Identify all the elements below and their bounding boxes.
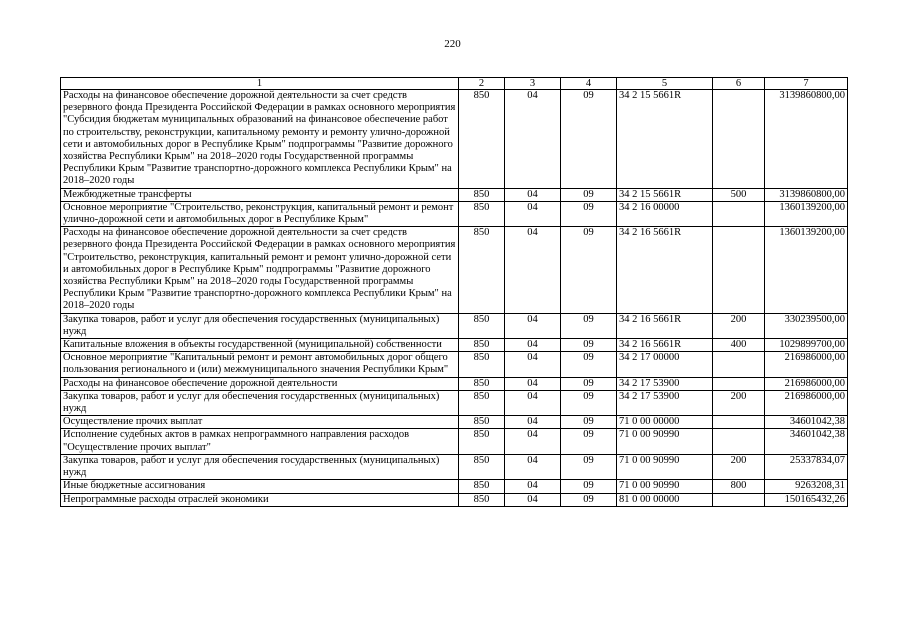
row-ministry-code: 850	[459, 377, 505, 390]
row-subsection-code: 09	[561, 377, 617, 390]
row-target-article: 71 0 00 90990	[617, 454, 713, 479]
row-target-article: 71 0 00 90990	[617, 480, 713, 493]
table-row	[61, 377, 848, 390]
row-name: Непрограммные расходы отраслей экономики	[61, 493, 459, 506]
row-ministry-code: 850	[459, 201, 505, 226]
row-name: Расходы на финансовое обеспечение дорожной деятельности за счет средств резервного фонда Президента Российской Федерации в рамках основного мероприятия "Строительство, реконструкция, капитальный ремонт и ремонт улично-дорожной сети и автомобильных дорог в Республике Крым" подпрограммы "Развитие дорожного хозяйства Республики Крым" на 2018–2020 годы Государственной программы Республики Крым "Развитие транспортно-дорожного комплекса Республики Крым" на 2018–2020 годы	[61, 227, 459, 313]
row-ministry-code: 850	[459, 416, 505, 429]
row-section-code: 04	[505, 454, 561, 479]
table-row	[61, 429, 848, 454]
row-name: Расходы на финансовое обеспечение дорожной деятельности за счет средств резервного фонда Президента Российской Федерации в рамках основного мероприятия "Субсидия бюджетам муниципальных образований на финансовое обеспечение работ по строительству, реконструкции, капитальному ремонту и ремонту улично-дорожной сети и автомобильных дорог в Республике Крым" подпрограммы "Развитие дорожного хозяйства Республики Крым" на 2018–2020 годы Государственной программы Республики Крым "Развитие транспортно-дорожного комплекса Республики Крым" на 2018–2020 годы	[61, 90, 459, 189]
table-row	[61, 454, 848, 479]
row-ministry-code: 850	[459, 390, 505, 415]
row-section-code: 04	[505, 480, 561, 493]
row-ministry-code: 850	[459, 188, 505, 201]
row-expense-type	[713, 377, 765, 390]
row-subsection-code: 09	[561, 480, 617, 493]
row-expense-type	[713, 416, 765, 429]
row-section-code: 04	[505, 188, 561, 201]
column-header-2: 2	[459, 78, 505, 90]
row-amount: 330239500,00	[765, 313, 848, 338]
page-number: 220	[444, 38, 461, 50]
row-name: Межбюджетные трансферты	[61, 188, 459, 201]
row-ministry-code: 850	[459, 339, 505, 352]
row-expense-type: 400	[713, 339, 765, 352]
row-expense-type	[713, 429, 765, 454]
row-target-article: 34 2 15 5661R	[617, 188, 713, 201]
row-subsection-code: 09	[561, 313, 617, 338]
row-name: Закупка товаров, работ и услуг для обеспечения государственных (муниципальных) нужд	[61, 390, 459, 415]
row-subsection-code: 09	[561, 90, 617, 189]
table-row	[61, 416, 848, 429]
column-header-3: 3	[505, 78, 561, 90]
row-ministry-code: 850	[459, 454, 505, 479]
table-row	[61, 227, 848, 313]
budget-table	[60, 77, 848, 507]
table-row	[61, 390, 848, 415]
row-section-code: 04	[505, 313, 561, 338]
row-name: Расходы на финансовое обеспечение дорожной деятельности	[61, 377, 459, 390]
row-expense-type: 200	[713, 390, 765, 415]
row-section-code: 04	[505, 493, 561, 506]
row-ministry-code: 850	[459, 429, 505, 454]
row-expense-type: 200	[713, 313, 765, 338]
row-name: Закупка товаров, работ и услуг для обеспечения государственных (муниципальных) нужд	[61, 313, 459, 338]
row-ministry-code: 850	[459, 313, 505, 338]
row-amount: 3139860800,00	[765, 90, 848, 189]
row-subsection-code: 09	[561, 188, 617, 201]
row-name: Закупка товаров, работ и услуг для обеспечения государственных (муниципальных) нужд	[61, 454, 459, 479]
column-header-4: 4	[561, 78, 617, 90]
row-expense-type	[713, 201, 765, 226]
table-row	[61, 352, 848, 377]
row-subsection-code: 09	[561, 201, 617, 226]
row-expense-type	[713, 493, 765, 506]
row-subsection-code: 09	[561, 339, 617, 352]
column-header-7: 7	[765, 78, 848, 90]
table-row	[61, 201, 848, 226]
row-target-article: 34 2 16 00000	[617, 201, 713, 226]
row-amount: 9263208,31	[765, 480, 848, 493]
column-header-6: 6	[713, 78, 765, 90]
row-expense-type: 800	[713, 480, 765, 493]
row-name: Основное мероприятие "Строительство, реконструкция, капитальный ремонт и ремонт улично-дорожной сети и автомобильных дорог в Республике Крым"	[61, 201, 459, 226]
row-amount: 34601042,38	[765, 429, 848, 454]
table-row	[61, 480, 848, 493]
row-ministry-code: 850	[459, 493, 505, 506]
row-subsection-code: 09	[561, 454, 617, 479]
row-target-article: 81 0 00 00000	[617, 493, 713, 506]
row-target-article: 34 2 16 5661R	[617, 339, 713, 352]
row-expense-type: 200	[713, 454, 765, 479]
table-row	[61, 493, 848, 506]
row-name: Осуществление прочих выплат	[61, 416, 459, 429]
row-section-code: 04	[505, 201, 561, 226]
row-target-article: 34 2 17 00000	[617, 352, 713, 377]
table-row	[61, 188, 848, 201]
row-expense-type: 500	[713, 188, 765, 201]
row-section-code: 04	[505, 390, 561, 415]
table-row	[61, 339, 848, 352]
row-amount: 1360139200,00	[765, 201, 848, 226]
row-target-article: 34 2 17 53900	[617, 390, 713, 415]
row-target-article: 34 2 17 53900	[617, 377, 713, 390]
row-subsection-code: 09	[561, 493, 617, 506]
row-name: Иные бюджетные ассигнования	[61, 480, 459, 493]
row-amount: 216986000,00	[765, 377, 848, 390]
row-amount: 1360139200,00	[765, 227, 848, 313]
row-section-code: 04	[505, 227, 561, 313]
table-row	[61, 313, 848, 338]
column-header-1: 1	[61, 78, 459, 90]
row-subsection-code: 09	[561, 416, 617, 429]
header-row	[61, 78, 848, 90]
row-target-article: 71 0 00 90990	[617, 429, 713, 454]
row-name: Капитальные вложения в объекты государственной (муниципальной) собственности	[61, 339, 459, 352]
row-amount: 25337834,07	[765, 454, 848, 479]
row-target-article: 34 2 15 5661R	[617, 90, 713, 189]
row-section-code: 04	[505, 416, 561, 429]
row-amount: 216986000,00	[765, 390, 848, 415]
row-ministry-code: 850	[459, 352, 505, 377]
row-name: Основное мероприятие "Капитальный ремонт и ремонт автомобильных дорог общего пользования регионального и (или) межмуниципального значения Республики Крым"	[61, 352, 459, 377]
row-subsection-code: 09	[561, 352, 617, 377]
row-name: Исполнение судебных актов в рамках непрограммного направления расходов "Осуществление прочих выплат"	[61, 429, 459, 454]
row-amount: 216986000,00	[765, 352, 848, 377]
row-subsection-code: 09	[561, 227, 617, 313]
row-subsection-code: 09	[561, 429, 617, 454]
table-row	[61, 90, 848, 189]
row-subsection-code: 09	[561, 390, 617, 415]
row-amount: 34601042,38	[765, 416, 848, 429]
row-target-article: 71 0 00 00000	[617, 416, 713, 429]
row-ministry-code: 850	[459, 227, 505, 313]
row-expense-type	[713, 352, 765, 377]
row-ministry-code: 850	[459, 480, 505, 493]
column-header-5: 5	[617, 78, 713, 90]
row-expense-type	[713, 90, 765, 189]
row-amount: 150165432,26	[765, 493, 848, 506]
row-section-code: 04	[505, 90, 561, 189]
row-expense-type	[713, 227, 765, 313]
row-target-article: 34 2 16 5661R	[617, 227, 713, 313]
row-section-code: 04	[505, 429, 561, 454]
row-amount: 1029899700,00	[765, 339, 848, 352]
row-target-article: 34 2 16 5661R	[617, 313, 713, 338]
row-amount: 3139860800,00	[765, 188, 848, 201]
row-section-code: 04	[505, 339, 561, 352]
row-section-code: 04	[505, 377, 561, 390]
row-ministry-code: 850	[459, 90, 505, 189]
row-section-code: 04	[505, 352, 561, 377]
